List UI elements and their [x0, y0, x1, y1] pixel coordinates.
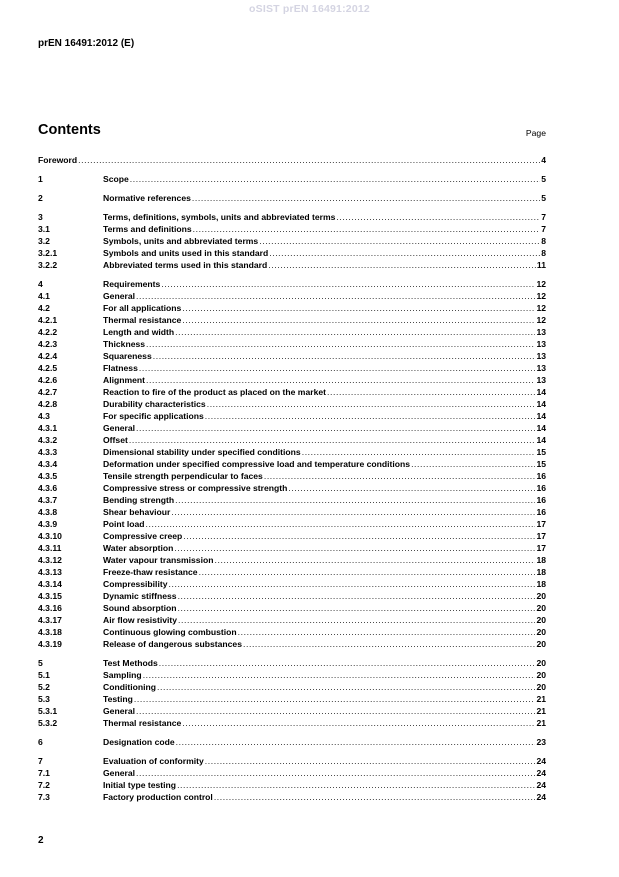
toc-entry-page: 20 [536, 591, 546, 601]
toc-entry-number: 3.2.2 [38, 260, 58, 270]
toc-entry-number: 4.2 [38, 303, 50, 313]
toc-dot-leader [78, 154, 540, 166]
toc-dot-leader [159, 657, 536, 669]
toc-dot-leader [182, 717, 535, 729]
toc-entry[interactable] [38, 314, 546, 326]
toc-entry[interactable] [38, 767, 546, 779]
toc-entry[interactable] [38, 302, 546, 314]
toc-entry-page: 7 [541, 212, 546, 222]
toc-entry-number: 7 [38, 756, 43, 766]
toc-entry-number: 4.3.12 [38, 555, 62, 565]
toc-entry[interactable] [38, 482, 546, 494]
toc-entry-title: Sound absorption [103, 603, 177, 613]
toc-entry-page: 12 [536, 303, 546, 313]
toc-entry-page: 20 [536, 603, 546, 613]
toc-dot-leader [214, 554, 535, 566]
toc-entry-page: 12 [536, 291, 546, 301]
toc-dot-leader [243, 638, 535, 650]
toc-entry-page: 20 [536, 682, 546, 692]
page-column-header: Page [525, 128, 546, 138]
toc-entry[interactable] [38, 542, 546, 554]
toc-entry-page: 12 [536, 315, 546, 325]
toc-entry-page: 13 [536, 339, 546, 349]
toc-entry-page: 17 [536, 543, 546, 553]
toc-entry-page: 24 [536, 756, 546, 766]
toc-entry-page: 8 [541, 248, 546, 258]
toc-entry-number: 4.2.5 [38, 363, 58, 373]
toc-entry-page: 13 [536, 363, 546, 373]
document-id: prEN 16491:2012 (E) [38, 38, 135, 49]
toc-dot-leader [136, 290, 535, 302]
toc-entry[interactable] [38, 566, 546, 578]
toc-entry-number: 5.3 [38, 694, 50, 704]
contents-heading: Contents [38, 122, 101, 138]
toc-entry-title: Length and width [103, 327, 175, 337]
toc-entry-number: 1 [38, 174, 43, 184]
toc-entry-number: 4.3.11 [38, 543, 62, 553]
toc-entry-number: 5.3.1 [38, 706, 58, 716]
toc-entry-number: 3.2.1 [38, 248, 58, 258]
toc-dot-leader [268, 259, 536, 271]
toc-entry-page: 11 [536, 260, 546, 270]
toc-dot-leader [143, 669, 536, 681]
toc-entry-title: Compressive stress or compressive strength [103, 483, 288, 493]
toc-entry-number: 7.3 [38, 792, 50, 802]
toc-dot-leader [168, 578, 535, 590]
toc-dot-leader [288, 482, 535, 494]
toc-entry-page: 7 [541, 224, 546, 234]
toc-dot-leader [259, 235, 540, 247]
toc-entry[interactable] [38, 259, 546, 271]
toc-entry-number: 4.3.3 [38, 447, 58, 457]
toc-entry[interactable] [38, 398, 546, 410]
toc-entry[interactable] [38, 578, 546, 590]
toc-dot-leader [129, 434, 536, 446]
toc-entry[interactable] [38, 590, 546, 602]
toc-entry-title: Test Methods [103, 658, 158, 668]
toc-entry-number: 3.2 [38, 236, 50, 246]
toc-dot-leader [161, 278, 535, 290]
toc-entry-title: Abbreviated terms used in this standard [103, 260, 268, 270]
toc-entry-number: 4.2.4 [38, 351, 58, 361]
toc-entry-page: 21 [536, 718, 546, 728]
toc-entry[interactable] [38, 506, 546, 518]
toc-entry-number: 4 [38, 279, 43, 289]
toc-entry[interactable] [38, 669, 546, 681]
toc-entry-title: Flatness [103, 363, 138, 373]
watermark: oSIST prEN 16491:2012 [249, 3, 370, 15]
toc-entry-page: 20 [536, 615, 546, 625]
toc-entry[interactable] [38, 705, 546, 717]
toc-entry-number: 4.3.5 [38, 471, 58, 481]
toc-entry-page: 18 [536, 555, 546, 565]
toc-entry-number: 4.2.3 [38, 339, 58, 349]
toc-dot-leader [136, 422, 535, 434]
toc-entry-title: Compressive creep [103, 531, 183, 541]
toc-entry-title: General [103, 423, 136, 433]
toc-entry[interactable] [38, 755, 546, 767]
toc-entry-number: 6 [38, 737, 43, 747]
toc-entry-page: 20 [536, 670, 546, 680]
toc-entry-number: 4.2.6 [38, 375, 58, 385]
toc-dot-leader [336, 211, 540, 223]
toc-entry-title: Dimensional stability under specified conditions [103, 447, 301, 457]
toc-entry-title: General [103, 706, 136, 716]
toc-entry-number: 4.3.7 [38, 495, 58, 505]
toc-entry-page: 16 [536, 495, 546, 505]
toc-entry-number: 4.3.18 [38, 627, 62, 637]
toc-entry-page: 8 [541, 236, 546, 246]
toc-dot-leader [178, 602, 536, 614]
toc-entry[interactable] [38, 494, 546, 506]
toc-entry-title: Reaction to fire of the product as placed on the market [103, 387, 326, 397]
toc-entry-number: 4.3.15 [38, 591, 62, 601]
toc-entry-number: 2 [38, 193, 43, 203]
toc-entry-page: 13 [536, 327, 546, 337]
toc-entry-number: 4.3.9 [38, 519, 58, 529]
toc-entry-number: 7.1 [38, 768, 50, 778]
toc-entry-page: 16 [536, 471, 546, 481]
toc-dot-leader [192, 192, 540, 204]
toc-entry-page: 16 [536, 507, 546, 517]
toc-entry-number: 4.3.4 [38, 459, 58, 469]
toc-dot-leader [139, 362, 536, 374]
toc-entry-title: Dynamic stiffness [103, 591, 177, 601]
toc-dot-leader [178, 614, 535, 626]
toc-entry-page: 13 [536, 375, 546, 385]
toc-entry-number: 4.3.14 [38, 579, 62, 589]
toc-dot-leader [214, 791, 536, 803]
toc-entry[interactable] [38, 278, 546, 290]
toc-entry-page: 23 [536, 737, 546, 747]
toc-entry[interactable] [38, 602, 546, 614]
toc-entry-number: 4.2.1 [38, 315, 58, 325]
toc-entry-number: 4.1 [38, 291, 50, 301]
toc-entry-title: For all applications [103, 303, 182, 313]
toc-entry-title: Requirements [103, 279, 161, 289]
toc-entry-title: Sampling [103, 670, 142, 680]
toc-dot-leader [157, 681, 535, 693]
toc-entry[interactable] [38, 638, 546, 650]
toc-entry[interactable] [38, 681, 546, 693]
toc-dot-leader [130, 173, 540, 185]
toc-entry[interactable] [38, 657, 546, 669]
toc-entry-page: 13 [536, 351, 546, 361]
toc-entry-page: 18 [536, 579, 546, 589]
toc-entry-page: 14 [536, 387, 546, 397]
toc-entry-page: 21 [536, 694, 546, 704]
toc-dot-leader [264, 470, 536, 482]
toc-entry[interactable] [38, 154, 546, 166]
footer-page-number: 2 [38, 835, 44, 846]
toc-entry-title: Alignment [103, 375, 146, 385]
toc-entry[interactable] [38, 554, 546, 566]
toc-entry-title: Testing [103, 694, 133, 704]
toc-entry-title: Scope [103, 174, 129, 184]
toc-dot-leader [327, 386, 535, 398]
toc-entry-page: 24 [536, 780, 546, 790]
toc-entry-page: 4 [541, 155, 546, 165]
toc-entry[interactable] [38, 693, 546, 705]
toc-dot-leader [183, 530, 535, 542]
toc-entry[interactable] [38, 223, 546, 235]
toc-dot-leader [146, 374, 535, 386]
toc-dot-leader [136, 767, 535, 779]
toc-entry-page: 5 [541, 193, 546, 203]
toc-dot-leader [174, 542, 535, 554]
toc-entry-title: Initial type testing [103, 780, 177, 790]
toc-dot-leader [302, 446, 536, 458]
toc-entry-title: Water absorption [103, 543, 174, 553]
toc-entry-title: Tensile strength perpendicular to faces [103, 471, 263, 481]
toc-entry[interactable] [38, 518, 546, 530]
toc-dot-leader [205, 410, 536, 422]
toc-entry-page: 24 [536, 792, 546, 802]
toc-dot-leader [199, 566, 536, 578]
toc-entry-page: 18 [536, 567, 546, 577]
toc-entry-title: For specific applications [103, 411, 204, 421]
toc-entry-title: General [103, 291, 136, 301]
toc-entry-number: 4.3.1 [38, 423, 58, 433]
toc-entry[interactable] [38, 173, 546, 185]
toc-entry[interactable] [38, 235, 546, 247]
toc-entry-title: Shear behaviour [103, 507, 171, 517]
toc-entry-number: 4.3.6 [38, 483, 58, 493]
toc-entry-number: 4.3.2 [38, 435, 58, 445]
toc-dot-leader [182, 302, 535, 314]
toc-entry-number: 5.2 [38, 682, 50, 692]
toc-entry-number: 4.2.7 [38, 387, 58, 397]
toc-entry-title: General [103, 768, 136, 778]
toc-entry[interactable] [38, 290, 546, 302]
toc-entry-title: Release of dangerous substances [103, 639, 242, 649]
toc-entry-page: 16 [536, 483, 546, 493]
toc-entry-number: 7.2 [38, 780, 50, 790]
toc-entry[interactable] [38, 350, 546, 362]
toc-entry-title: Factory production control [103, 792, 213, 802]
toc-entry-title: Designation code [103, 737, 175, 747]
toc-entry-number: 3 [38, 212, 43, 222]
toc-entry-title: Durability characteristics [103, 399, 206, 409]
toc-entry-page: 17 [536, 519, 546, 529]
toc-entry-page: 24 [536, 768, 546, 778]
toc-entry-title: Continuous glowing combustion [103, 627, 237, 637]
toc-dot-leader [176, 736, 536, 748]
toc-entry-title: Deformation under specified compressive load and temperature conditions [103, 459, 411, 469]
toc-entry[interactable] [38, 626, 546, 638]
toc-dot-leader [177, 779, 535, 791]
toc-entry-title: Symbols and units used in this standard [103, 248, 269, 258]
toc-entry-page: 14 [536, 423, 546, 433]
toc-entry-title: Offset [103, 435, 128, 445]
toc-dot-leader [136, 705, 535, 717]
toc-entry-number: 4.3 [38, 411, 50, 421]
toc-entry-page: 14 [536, 411, 546, 421]
toc-entry[interactable] [38, 386, 546, 398]
toc-entry-title: Symbols, units and abbreviated terms [103, 236, 259, 246]
toc-dot-leader [193, 223, 541, 235]
toc-entry-title: Bending strength [103, 495, 175, 505]
toc-entry-title: Foreword [38, 155, 78, 165]
toc-dot-leader [134, 693, 536, 705]
toc-dot-leader [269, 247, 540, 259]
toc-entry-number: 3.1 [38, 224, 50, 234]
table-of-contents [38, 154, 546, 803]
toc-dot-leader [175, 494, 535, 506]
toc-entry[interactable] [38, 374, 546, 386]
toc-entry-title: Squareness [103, 351, 152, 361]
toc-entry[interactable] [38, 434, 546, 446]
toc-entry-page: 14 [536, 435, 546, 445]
toc-entry[interactable] [38, 779, 546, 791]
toc-entry[interactable] [38, 211, 546, 223]
toc-entry[interactable] [38, 614, 546, 626]
toc-entry-page: 20 [536, 658, 546, 668]
toc-dot-leader [146, 338, 535, 350]
toc-entry[interactable] [38, 736, 546, 748]
toc-entry-title: Water vapour transmission [103, 555, 214, 565]
toc-entry-title: Point load [103, 519, 145, 529]
toc-entry-page: 14 [536, 399, 546, 409]
toc-entry-page: 15 [536, 447, 546, 457]
toc-entry[interactable] [38, 458, 546, 470]
toc-entry-title: Terms and definitions [103, 224, 192, 234]
toc-entry-title: Thickness [103, 339, 146, 349]
toc-dot-leader [238, 626, 536, 638]
toc-entry[interactable] [38, 247, 546, 259]
toc-entry-title: Evaluation of conformity [103, 756, 204, 766]
toc-dot-leader [182, 314, 535, 326]
toc-entry[interactable] [38, 326, 546, 338]
toc-entry[interactable] [38, 791, 546, 803]
toc-dot-leader [205, 755, 536, 767]
toc-entry-number: 4.2.8 [38, 399, 58, 409]
toc-entry-number: 4.3.8 [38, 507, 58, 517]
toc-entry[interactable] [38, 192, 546, 204]
toc-entry-page: 20 [536, 639, 546, 649]
toc-entry-number: 4.3.16 [38, 603, 62, 613]
toc-entry-number: 5 [38, 658, 43, 668]
toc-entry-title: Thermal resistance [103, 315, 182, 325]
toc-entry[interactable] [38, 422, 546, 434]
toc-entry-title: Freeze-thaw resistance [103, 567, 198, 577]
toc-entry-title: Air flow resistivity [103, 615, 178, 625]
toc-entry-title: Thermal resistance [103, 718, 182, 728]
toc-entry-title: Compressibility [103, 579, 168, 589]
toc-entry-number: 4.3.10 [38, 531, 62, 541]
toc-entry-title: Conditioning [103, 682, 156, 692]
toc-entry-number: 4.2.2 [38, 327, 58, 337]
toc-entry-page: 12 [536, 279, 546, 289]
toc-entry-page: 15 [536, 459, 546, 469]
toc-entry-number: 4.3.19 [38, 639, 62, 649]
toc-entry-title: Normative references [103, 193, 191, 203]
toc-dot-leader [153, 350, 536, 362]
toc-entry[interactable] [38, 470, 546, 482]
toc-dot-leader [207, 398, 536, 410]
toc-entry-number: 4.3.13 [38, 567, 62, 577]
toc-entry-page: 21 [536, 706, 546, 716]
toc-dot-leader [175, 326, 535, 338]
toc-entry[interactable] [38, 338, 546, 350]
toc-entry[interactable] [38, 362, 546, 374]
toc-dot-leader [146, 518, 536, 530]
toc-entry[interactable] [38, 446, 546, 458]
toc-dot-leader [411, 458, 535, 470]
toc-entry-number: 5.3.2 [38, 718, 58, 728]
toc-entry[interactable] [38, 410, 546, 422]
toc-entry-number: 5.1 [38, 670, 50, 680]
toc-dot-leader [178, 590, 536, 602]
toc-entry[interactable] [38, 717, 546, 729]
toc-dot-leader [171, 506, 535, 518]
toc-entry-page: 17 [536, 531, 546, 541]
toc-entry-page: 20 [536, 627, 546, 637]
toc-entry[interactable] [38, 530, 546, 542]
toc-entry-page: 5 [541, 174, 546, 184]
toc-entry-title: Terms, definitions, symbols, units and abbreviated terms [103, 212, 336, 222]
toc-entry-number: 4.3.17 [38, 615, 62, 625]
